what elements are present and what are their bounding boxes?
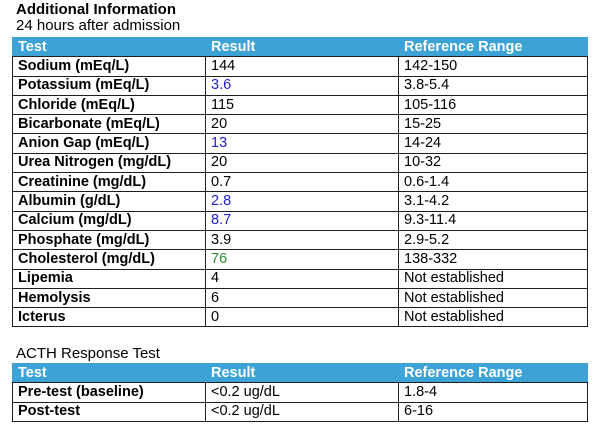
test-cell: Potassium (mEq/L) xyxy=(13,76,206,95)
header-test: Test xyxy=(13,38,206,57)
result-cell: 8.7 xyxy=(206,211,399,230)
test-cell: Chloride (mEq/L) xyxy=(13,95,206,114)
test-cell: Calcium (mg/dL) xyxy=(13,211,206,230)
page-subtitle: 24 hours after admission xyxy=(16,17,181,34)
reference-range-cell: 2.9-5.2 xyxy=(399,230,588,249)
reference-range-cell: 10-32 xyxy=(399,153,588,172)
table-header-row xyxy=(13,38,588,57)
table-row xyxy=(13,76,588,95)
table-row xyxy=(13,192,588,211)
result-cell: <0.2 ug/dL xyxy=(206,402,399,421)
table-row xyxy=(13,134,588,153)
reference-range-cell: 142-150 xyxy=(399,57,588,76)
table-header-row xyxy=(13,364,588,383)
acth-section-title: ACTH Response Test xyxy=(16,345,160,362)
table-row xyxy=(13,308,588,327)
result-cell: 6 xyxy=(206,288,399,307)
test-cell: Post-test xyxy=(13,402,206,421)
reference-range-cell: 0.6-1.4 xyxy=(399,173,588,192)
table-row xyxy=(13,211,588,230)
test-cell: Cholesterol (mg/dL) xyxy=(13,250,206,269)
result-cell: 3.6 xyxy=(206,76,399,95)
test-cell: Sodium (mEq/L) xyxy=(13,57,206,76)
result-cell: 20 xyxy=(206,153,399,172)
table-row xyxy=(13,57,588,76)
table-row xyxy=(13,250,588,269)
table-row xyxy=(13,173,588,192)
result-cell: <0.2 ug/dL xyxy=(206,383,399,402)
reference-range-cell: 105-116 xyxy=(399,95,588,114)
reference-range-cell: Not established xyxy=(399,269,588,288)
test-cell: Icterus xyxy=(13,308,206,327)
table-row xyxy=(13,95,588,114)
reference-range-cell: 3.1-4.2 xyxy=(399,192,588,211)
header-reference-range: Reference Range xyxy=(399,364,588,383)
result-cell: 0 xyxy=(206,308,399,327)
page-title: Additional Information xyxy=(16,1,176,18)
reference-range-cell: 3.8-5.4 xyxy=(399,76,588,95)
table-row xyxy=(13,383,588,402)
test-cell: Creatinine (mg/dL) xyxy=(13,173,206,192)
test-cell: Hemolysis xyxy=(13,288,206,307)
header-test: Test xyxy=(13,364,206,383)
chemistry-table xyxy=(12,37,588,327)
test-cell: Albumin (g/dL) xyxy=(13,192,206,211)
table-row xyxy=(13,402,588,421)
reference-range-cell: 14-24 xyxy=(399,134,588,153)
header-reference-range: Reference Range xyxy=(399,38,588,57)
table-row xyxy=(13,115,588,134)
reference-range-cell: 138-332 xyxy=(399,250,588,269)
reference-range-cell: Not established xyxy=(399,288,588,307)
table-row xyxy=(13,230,588,249)
test-cell: Anion Gap (mEq/L) xyxy=(13,134,206,153)
test-cell: Lipemia xyxy=(13,269,206,288)
reference-range-cell: 6-16 xyxy=(399,402,588,421)
test-cell: Pre-test (baseline) xyxy=(13,383,206,402)
reference-range-cell: 9.3-11.4 xyxy=(399,211,588,230)
result-cell: 4 xyxy=(206,269,399,288)
test-cell: Phosphate (mg/dL) xyxy=(13,230,206,249)
reference-range-cell: 1.8-4 xyxy=(399,383,588,402)
test-cell: Bicarbonate (mEq/L) xyxy=(13,115,206,134)
header-result: Result xyxy=(206,364,399,383)
reference-range-cell: Not established xyxy=(399,308,588,327)
acth-table xyxy=(12,363,588,422)
result-cell: 2.8 xyxy=(206,192,399,211)
test-cell: Urea Nitrogen (mg/dL) xyxy=(13,153,206,172)
result-cell: 0.7 xyxy=(206,173,399,192)
result-cell: 76 xyxy=(206,250,399,269)
result-cell: 20 xyxy=(206,115,399,134)
reference-range-cell: 15-25 xyxy=(399,115,588,134)
result-cell: 115 xyxy=(206,95,399,114)
header-result: Result xyxy=(206,38,399,57)
table-row xyxy=(13,153,588,172)
result-cell: 3.9 xyxy=(206,230,399,249)
table-row xyxy=(13,269,588,288)
result-cell: 144 xyxy=(206,57,399,76)
table-row xyxy=(13,288,588,307)
result-cell: 13 xyxy=(206,134,399,153)
